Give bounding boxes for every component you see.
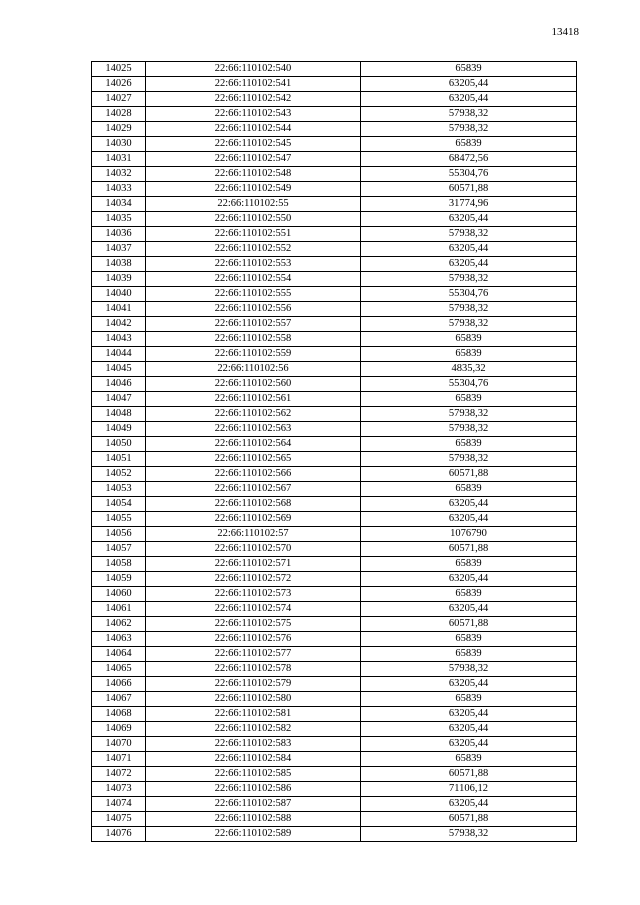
table-row xyxy=(92,782,577,797)
table-row xyxy=(92,77,577,92)
page-number: 13418 xyxy=(551,26,579,38)
cadastral-number-cell: 22:66:110102:579 xyxy=(146,677,361,692)
cadastral-number-cell: 22:66:110102:571 xyxy=(146,557,361,572)
row-number-cell: 14040 xyxy=(92,287,146,302)
cadastral-number-cell: 22:66:110102:568 xyxy=(146,497,361,512)
value-cell: 63205,44 xyxy=(361,77,577,92)
value-cell: 60571,88 xyxy=(361,617,577,632)
value-cell: 65839 xyxy=(361,392,577,407)
cadastral-number-cell: 22:66:110102:584 xyxy=(146,752,361,767)
value-cell: 65839 xyxy=(361,647,577,662)
table-row xyxy=(92,152,577,167)
cadastral-number-cell: 22:66:110102:544 xyxy=(146,122,361,137)
value-cell: 1076790 xyxy=(361,527,577,542)
row-number-cell: 14025 xyxy=(92,62,146,77)
row-number-cell: 14026 xyxy=(92,77,146,92)
table-body xyxy=(92,62,577,842)
value-cell: 65839 xyxy=(361,692,577,707)
cadastral-number-cell: 22:66:110102:552 xyxy=(146,242,361,257)
value-cell: 55304,76 xyxy=(361,167,577,182)
table-row xyxy=(92,527,577,542)
table-row xyxy=(92,347,577,362)
cadastral-number-cell: 22:66:110102:565 xyxy=(146,452,361,467)
cadastral-number-cell: 22:66:110102:572 xyxy=(146,572,361,587)
table-row xyxy=(92,362,577,377)
value-cell: 65839 xyxy=(361,347,577,362)
cadastral-number-cell: 22:66:110102:577 xyxy=(146,647,361,662)
row-number-cell: 14075 xyxy=(92,812,146,827)
value-cell: 57938,32 xyxy=(361,227,577,242)
cadastral-number-cell: 22:66:110102:558 xyxy=(146,332,361,347)
cadastral-number-cell: 22:66:110102:55 xyxy=(146,197,361,212)
value-cell: 65839 xyxy=(361,62,577,77)
value-cell: 65839 xyxy=(361,587,577,602)
row-number-cell: 14034 xyxy=(92,197,146,212)
table-row xyxy=(92,467,577,482)
value-cell: 60571,88 xyxy=(361,182,577,197)
value-cell: 65839 xyxy=(361,632,577,647)
row-number-cell: 14052 xyxy=(92,467,146,482)
value-cell: 63205,44 xyxy=(361,257,577,272)
table-row xyxy=(92,392,577,407)
value-cell: 65839 xyxy=(361,482,577,497)
cadastral-number-cell: 22:66:110102:545 xyxy=(146,137,361,152)
row-number-cell: 14070 xyxy=(92,737,146,752)
cadastral-number-cell: 22:66:110102:583 xyxy=(146,737,361,752)
table-row xyxy=(92,797,577,812)
table-row xyxy=(92,242,577,257)
table-row xyxy=(92,182,577,197)
row-number-cell: 14065 xyxy=(92,662,146,677)
table-row xyxy=(92,107,577,122)
table-row xyxy=(92,92,577,107)
row-number-cell: 14038 xyxy=(92,257,146,272)
row-number-cell: 14033 xyxy=(92,182,146,197)
table-row xyxy=(92,647,577,662)
data-table xyxy=(91,61,577,842)
value-cell: 57938,32 xyxy=(361,452,577,467)
table-row xyxy=(92,602,577,617)
row-number-cell: 14069 xyxy=(92,722,146,737)
cadastral-number-cell: 22:66:110102:555 xyxy=(146,287,361,302)
value-cell: 65839 xyxy=(361,332,577,347)
table-row xyxy=(92,212,577,227)
cadastral-number-cell: 22:66:110102:561 xyxy=(146,392,361,407)
row-number-cell: 14045 xyxy=(92,362,146,377)
value-cell: 60571,88 xyxy=(361,467,577,482)
row-number-cell: 14050 xyxy=(92,437,146,452)
row-number-cell: 14031 xyxy=(92,152,146,167)
value-cell: 63205,44 xyxy=(361,737,577,752)
table-row xyxy=(92,317,577,332)
value-cell: 65839 xyxy=(361,437,577,452)
table-row xyxy=(92,272,577,287)
row-number-cell: 14068 xyxy=(92,707,146,722)
table-row xyxy=(92,422,577,437)
table-row xyxy=(92,377,577,392)
table-row xyxy=(92,227,577,242)
table-row xyxy=(92,737,577,752)
row-number-cell: 14071 xyxy=(92,752,146,767)
cadastral-number-cell: 22:66:110102:576 xyxy=(146,632,361,647)
cadastral-number-cell: 22:66:110102:575 xyxy=(146,617,361,632)
cadastral-number-cell: 22:66:110102:574 xyxy=(146,602,361,617)
table-row xyxy=(92,257,577,272)
row-number-cell: 14043 xyxy=(92,332,146,347)
value-cell: 60571,88 xyxy=(361,542,577,557)
value-cell: 55304,76 xyxy=(361,287,577,302)
row-number-cell: 14066 xyxy=(92,677,146,692)
row-number-cell: 14074 xyxy=(92,797,146,812)
table-row xyxy=(92,557,577,572)
table-row xyxy=(92,437,577,452)
cadastral-number-cell: 22:66:110102:547 xyxy=(146,152,361,167)
row-number-cell: 14059 xyxy=(92,572,146,587)
cadastral-number-cell: 22:66:110102:563 xyxy=(146,422,361,437)
table-row xyxy=(92,767,577,782)
value-cell: 71106,12 xyxy=(361,782,577,797)
row-number-cell: 14067 xyxy=(92,692,146,707)
cadastral-number-cell: 22:66:110102:556 xyxy=(146,302,361,317)
value-cell: 31774,96 xyxy=(361,197,577,212)
row-number-cell: 14035 xyxy=(92,212,146,227)
row-number-cell: 14039 xyxy=(92,272,146,287)
value-cell: 63205,44 xyxy=(361,512,577,527)
table-row xyxy=(92,587,577,602)
value-cell: 57938,32 xyxy=(361,272,577,287)
cadastral-number-cell: 22:66:110102:559 xyxy=(146,347,361,362)
table-row xyxy=(92,632,577,647)
table-row xyxy=(92,197,577,212)
row-number-cell: 14061 xyxy=(92,602,146,617)
cadastral-number-cell: 22:66:110102:551 xyxy=(146,227,361,242)
row-number-cell: 14063 xyxy=(92,632,146,647)
cadastral-number-cell: 22:66:110102:560 xyxy=(146,377,361,392)
value-cell: 65839 xyxy=(361,137,577,152)
row-number-cell: 14047 xyxy=(92,392,146,407)
value-cell: 57938,32 xyxy=(361,407,577,422)
table-row xyxy=(92,617,577,632)
table-row xyxy=(92,497,577,512)
cadastral-number-cell: 22:66:110102:585 xyxy=(146,767,361,782)
table-row xyxy=(92,752,577,767)
value-cell: 57938,32 xyxy=(361,107,577,122)
value-cell: 68472,56 xyxy=(361,152,577,167)
cadastral-number-cell: 22:66:110102:562 xyxy=(146,407,361,422)
row-number-cell: 14037 xyxy=(92,242,146,257)
value-cell: 60571,88 xyxy=(361,812,577,827)
value-cell: 63205,44 xyxy=(361,707,577,722)
table-row xyxy=(92,662,577,677)
value-cell: 63205,44 xyxy=(361,497,577,512)
cadastral-number-cell: 22:66:110102:586 xyxy=(146,782,361,797)
value-cell: 65839 xyxy=(361,557,577,572)
cadastral-number-cell: 22:66:110102:550 xyxy=(146,212,361,227)
cadastral-number-cell: 22:66:110102:588 xyxy=(146,812,361,827)
row-number-cell: 14032 xyxy=(92,167,146,182)
row-number-cell: 14076 xyxy=(92,827,146,842)
row-number-cell: 14057 xyxy=(92,542,146,557)
table-row xyxy=(92,62,577,77)
cadastral-number-cell: 22:66:110102:564 xyxy=(146,437,361,452)
cadastral-number-cell: 22:66:110102:554 xyxy=(146,272,361,287)
value-cell: 63205,44 xyxy=(361,602,577,617)
value-cell: 60571,88 xyxy=(361,767,577,782)
row-number-cell: 14060 xyxy=(92,587,146,602)
row-number-cell: 14051 xyxy=(92,452,146,467)
row-number-cell: 14062 xyxy=(92,617,146,632)
value-cell: 63205,44 xyxy=(361,677,577,692)
table-row xyxy=(92,287,577,302)
value-cell: 57938,32 xyxy=(361,122,577,137)
row-number-cell: 14058 xyxy=(92,557,146,572)
cadastral-number-cell: 22:66:110102:57 xyxy=(146,527,361,542)
table-row xyxy=(92,572,577,587)
cadastral-number-cell: 22:66:110102:542 xyxy=(146,92,361,107)
row-number-cell: 14064 xyxy=(92,647,146,662)
table-row xyxy=(92,407,577,422)
value-cell: 57938,32 xyxy=(361,422,577,437)
cadastral-number-cell: 22:66:110102:553 xyxy=(146,257,361,272)
row-number-cell: 14027 xyxy=(92,92,146,107)
table-row xyxy=(92,692,577,707)
table-row xyxy=(92,167,577,182)
value-cell: 4835,32 xyxy=(361,362,577,377)
value-cell: 63205,44 xyxy=(361,242,577,257)
row-number-cell: 14072 xyxy=(92,767,146,782)
table-row xyxy=(92,677,577,692)
value-cell: 55304,76 xyxy=(361,377,577,392)
cadastral-number-cell: 22:66:110102:56 xyxy=(146,362,361,377)
cadastral-number-cell: 22:66:110102:549 xyxy=(146,182,361,197)
row-number-cell: 14055 xyxy=(92,512,146,527)
value-cell: 65839 xyxy=(361,752,577,767)
value-cell: 57938,32 xyxy=(361,827,577,842)
row-number-cell: 14030 xyxy=(92,137,146,152)
cadastral-number-cell: 22:66:110102:540 xyxy=(146,62,361,77)
row-number-cell: 14046 xyxy=(92,377,146,392)
cadastral-number-cell: 22:66:110102:578 xyxy=(146,662,361,677)
table-row xyxy=(92,542,577,557)
cadastral-number-cell: 22:66:110102:582 xyxy=(146,722,361,737)
table-row xyxy=(92,722,577,737)
table-row xyxy=(92,302,577,317)
table-row xyxy=(92,512,577,527)
value-cell: 57938,32 xyxy=(361,662,577,677)
cadastral-number-cell: 22:66:110102:589 xyxy=(146,827,361,842)
cadastral-number-cell: 22:66:110102:566 xyxy=(146,467,361,482)
value-cell: 63205,44 xyxy=(361,572,577,587)
cadastral-number-cell: 22:66:110102:543 xyxy=(146,107,361,122)
table-row xyxy=(92,707,577,722)
table-row xyxy=(92,137,577,152)
row-number-cell: 14073 xyxy=(92,782,146,797)
value-cell: 63205,44 xyxy=(361,212,577,227)
value-cell: 63205,44 xyxy=(361,92,577,107)
value-cell: 63205,44 xyxy=(361,797,577,812)
row-number-cell: 14028 xyxy=(92,107,146,122)
row-number-cell: 14054 xyxy=(92,497,146,512)
row-number-cell: 14036 xyxy=(92,227,146,242)
row-number-cell: 14044 xyxy=(92,347,146,362)
row-number-cell: 14049 xyxy=(92,422,146,437)
row-number-cell: 14048 xyxy=(92,407,146,422)
table-row xyxy=(92,452,577,467)
table-row xyxy=(92,827,577,842)
row-number-cell: 14041 xyxy=(92,302,146,317)
table-row xyxy=(92,332,577,347)
table-row xyxy=(92,122,577,137)
cadastral-number-cell: 22:66:110102:567 xyxy=(146,482,361,497)
cadastral-number-cell: 22:66:110102:569 xyxy=(146,512,361,527)
row-number-cell: 14029 xyxy=(92,122,146,137)
cadastral-number-cell: 22:66:110102:548 xyxy=(146,167,361,182)
cadastral-number-cell: 22:66:110102:573 xyxy=(146,587,361,602)
cadastral-number-cell: 22:66:110102:580 xyxy=(146,692,361,707)
table-row xyxy=(92,482,577,497)
cadastral-number-cell: 22:66:110102:557 xyxy=(146,317,361,332)
table-row xyxy=(92,812,577,827)
value-cell: 57938,32 xyxy=(361,317,577,332)
cadastral-number-cell: 22:66:110102:541 xyxy=(146,77,361,92)
row-number-cell: 14042 xyxy=(92,317,146,332)
cadastral-number-cell: 22:66:110102:570 xyxy=(146,542,361,557)
cadastral-number-cell: 22:66:110102:581 xyxy=(146,707,361,722)
row-number-cell: 14056 xyxy=(92,527,146,542)
value-cell: 63205,44 xyxy=(361,722,577,737)
value-cell: 57938,32 xyxy=(361,302,577,317)
row-number-cell: 14053 xyxy=(92,482,146,497)
cadastral-number-cell: 22:66:110102:587 xyxy=(146,797,361,812)
